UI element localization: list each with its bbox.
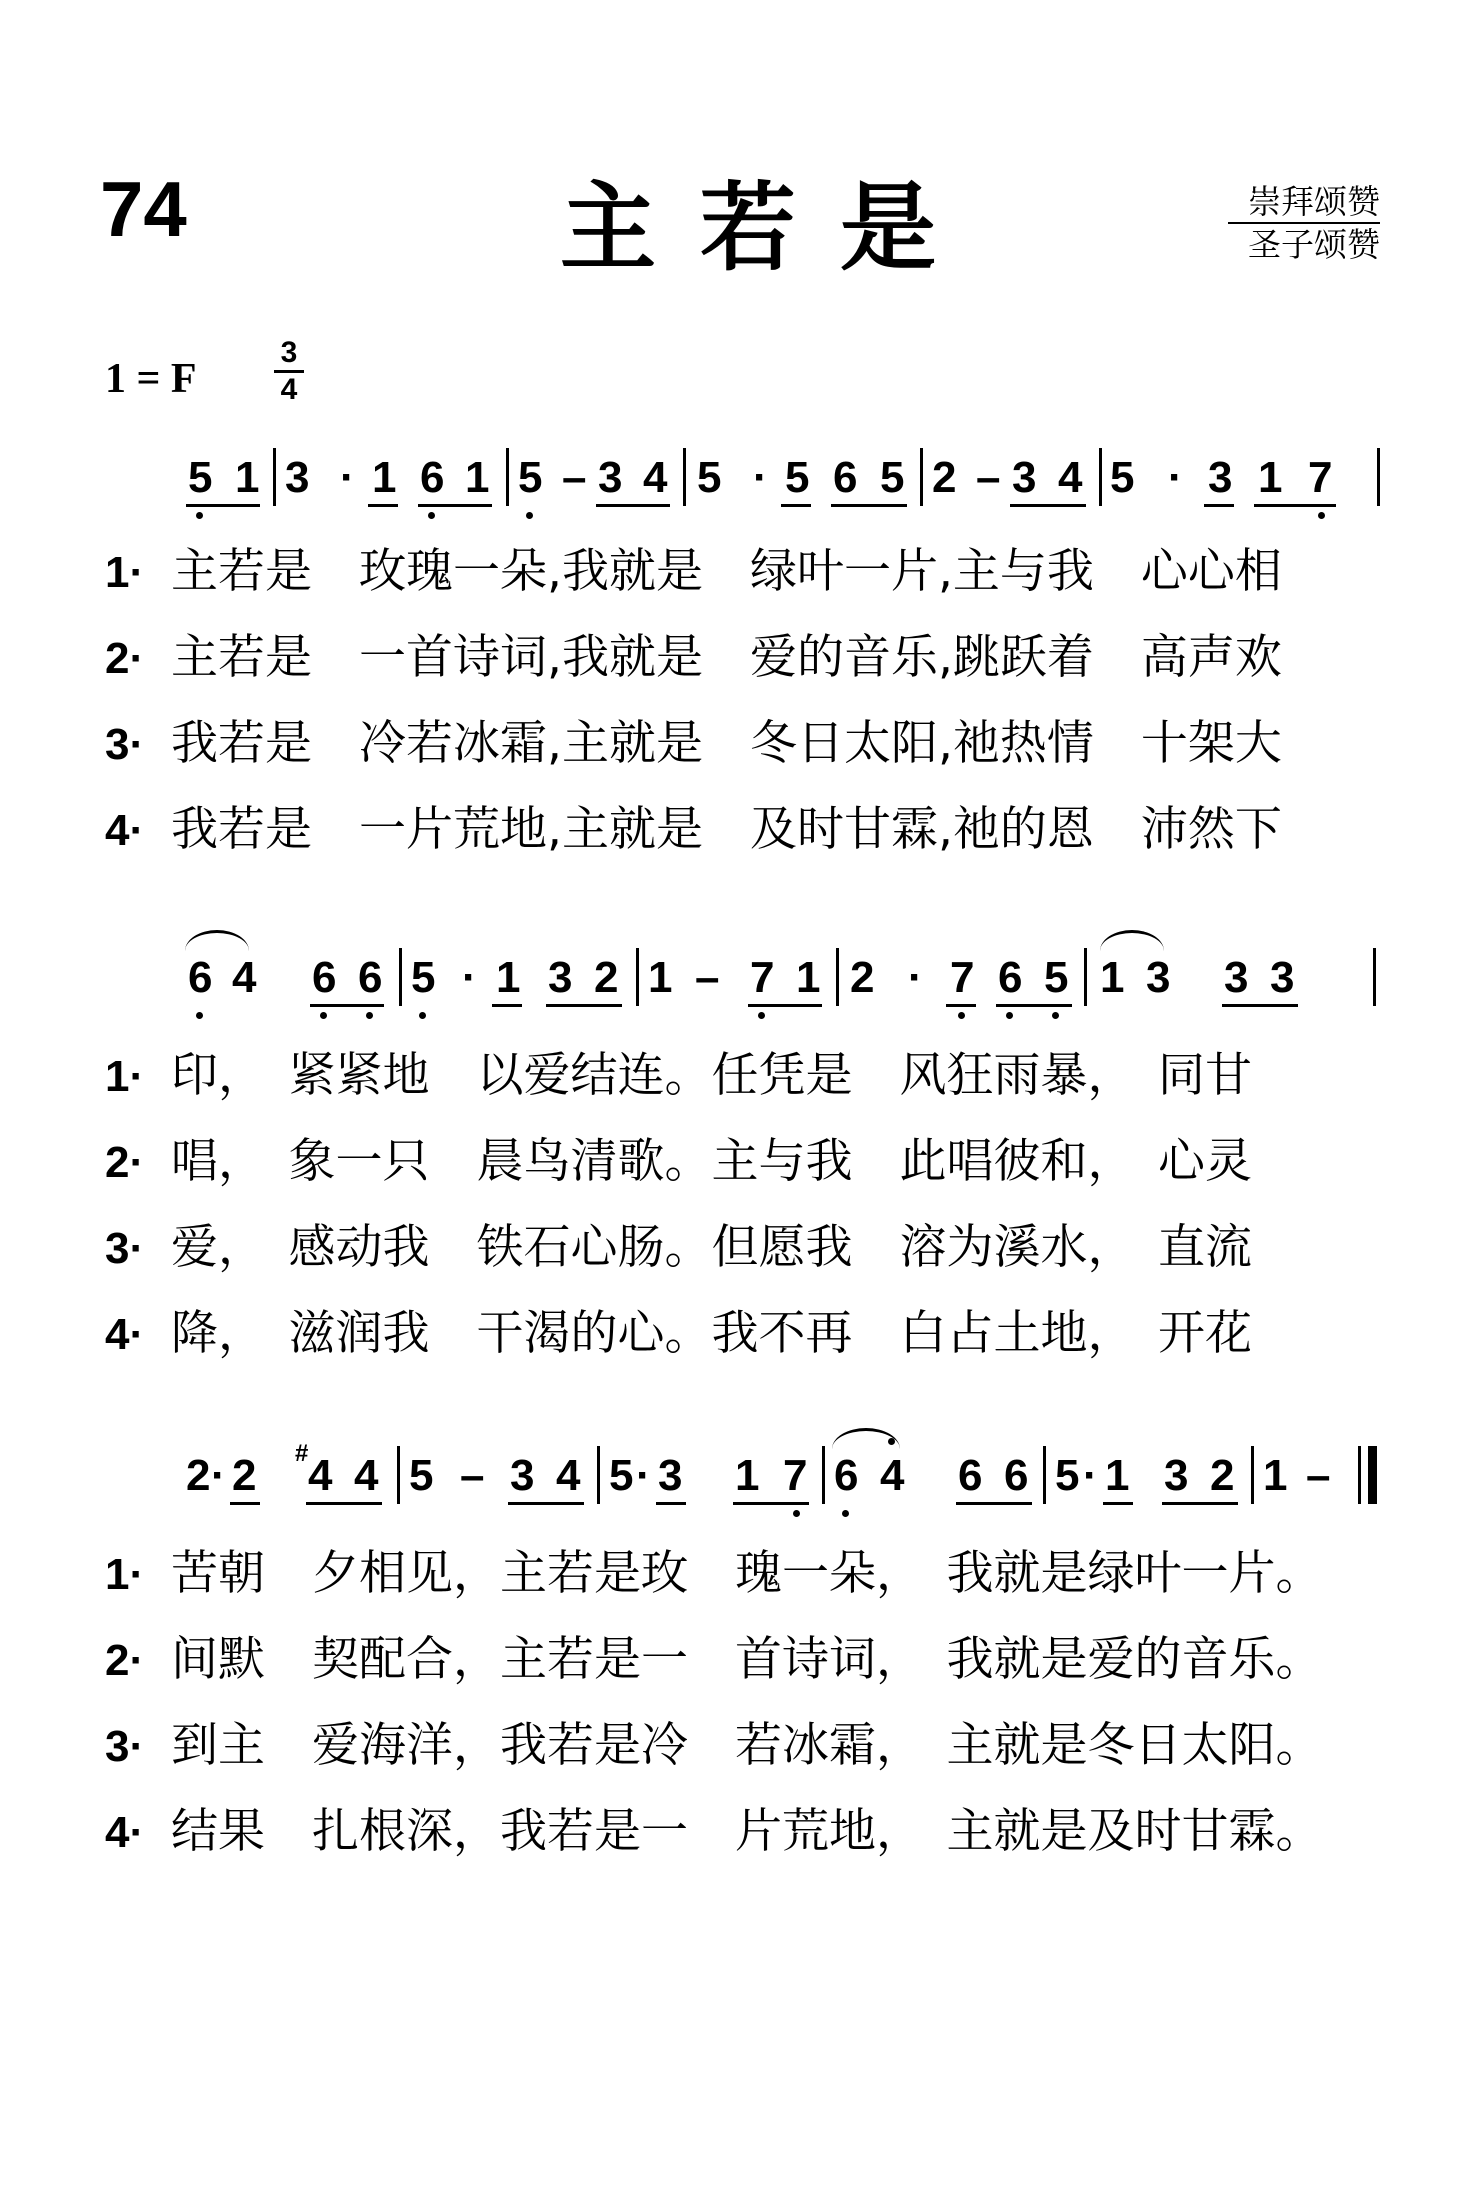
verse-number: 2· <box>105 1138 145 1187</box>
note: 7 <box>1308 453 1333 502</box>
lyric-line-3-verse-1 <box>105 1546 1323 1601</box>
barline <box>920 448 923 506</box>
category-secondary: 圣子颂赞 <box>1248 225 1380 264</box>
barline <box>1099 448 1102 506</box>
verse-number: 3· <box>105 1224 145 1273</box>
verse-number: 1· <box>105 1052 145 1101</box>
underline <box>946 1004 976 1007</box>
verse-number: 4· <box>105 1808 145 1857</box>
note: – <box>976 453 1001 502</box>
note: 5 <box>409 1451 434 1500</box>
notation-line-2 <box>0 938 1477 1018</box>
final-barline-thick <box>1368 1446 1377 1504</box>
note: 2 <box>850 953 875 1002</box>
note: 4 <box>880 1451 905 1500</box>
lyric-text: 主若是 一首诗词,我就是 爱的音乐,跳跃着 高声欢 <box>171 630 1282 685</box>
note: 5 <box>411 953 436 1002</box>
underline <box>492 1004 522 1007</box>
note: · <box>908 953 923 1002</box>
barline <box>636 948 639 1006</box>
octave-dot <box>366 1012 373 1019</box>
underline <box>186 504 260 507</box>
lyric-line-3-verse-2 <box>105 1632 1323 1687</box>
barline <box>1251 1446 1254 1504</box>
octave-dot <box>1006 1012 1013 1019</box>
barline <box>399 948 402 1006</box>
octave-dot <box>842 1510 849 1517</box>
note: 6 <box>188 953 213 1002</box>
note: 1 <box>496 953 521 1002</box>
lyric-text: 主若是 玫瑰一朵,我就是 绿叶一片,主与我 心心相 <box>171 544 1282 599</box>
lyric-text: 我若是 冷若冰霜,主就是 冬日太阳,祂热情 十架大 <box>171 716 1282 771</box>
time-signature-bottom: 4 <box>280 373 298 406</box>
octave-dot <box>958 1012 965 1019</box>
note: 2 <box>1210 1451 1235 1500</box>
underline <box>230 1502 260 1505</box>
note: · <box>462 953 477 1002</box>
note: 3 <box>1224 953 1249 1002</box>
notation-line-3 <box>0 1436 1477 1516</box>
lyric-text: 间默 契配合，主若是一 首诗词， 我就是爱的音乐。 <box>171 1632 1323 1687</box>
note: 1 <box>1105 1451 1130 1500</box>
note: 5 <box>1055 1451 1080 1500</box>
octave-dot <box>419 1012 426 1019</box>
underline <box>831 504 907 507</box>
note: 4 <box>643 453 668 502</box>
note: 3 <box>1270 953 1295 1002</box>
note: 7 <box>950 953 975 1002</box>
underline <box>310 1004 384 1007</box>
note: 5 <box>518 453 543 502</box>
note: 3 <box>1012 453 1037 502</box>
lyric-line-1-verse-3 <box>105 716 1282 771</box>
note: 2 <box>594 953 619 1002</box>
underline <box>368 504 398 507</box>
verse-number: 3· <box>105 720 145 769</box>
note: 5 <box>188 453 213 502</box>
verse-number: 1· <box>105 1550 145 1599</box>
underline <box>656 1502 686 1505</box>
note: 3 <box>1146 953 1171 1002</box>
lyric-text: 印， 紧紧地 以爱结连。任凭是 风狂雨暴， 同甘 <box>171 1048 1252 1103</box>
note: 3 <box>548 953 573 1002</box>
note: 1 <box>1263 1451 1288 1500</box>
note: – <box>562 453 587 502</box>
note: 5 <box>1110 453 1135 502</box>
lyric-text: 降， 滋润我 干渴的心。我不再 白占土地， 开花 <box>171 1306 1252 1361</box>
note: – <box>695 953 720 1002</box>
barline <box>1377 448 1380 506</box>
lyric-line-2-verse-1 <box>105 1048 1252 1103</box>
note: 6 <box>1004 1451 1029 1500</box>
note: 5 <box>1044 953 1069 1002</box>
lyric-line-3-verse-3 <box>105 1718 1323 1773</box>
time-signature-top: 3 <box>280 336 298 369</box>
note: 7 <box>783 1451 808 1500</box>
octave-dot <box>526 512 533 519</box>
category-divider <box>1228 222 1380 224</box>
lyric-line-3-verse-4 <box>105 1804 1323 1859</box>
underline <box>306 1502 382 1505</box>
lyric-line-1-verse-2 <box>105 630 1282 685</box>
sharp-sign: # <box>295 1440 309 1467</box>
note: 7 <box>750 953 775 1002</box>
barline <box>1373 948 1376 1006</box>
lyric-line-1-verse-1 <box>105 544 1282 599</box>
underline <box>508 1502 584 1505</box>
note: 3 <box>1208 453 1233 502</box>
note: 6 <box>998 953 1023 1002</box>
underline <box>596 504 670 507</box>
note: 4 <box>1058 453 1083 502</box>
lyric-text: 苦朝 夕相见，主若是玫 瑰一朵， 我就是绿叶一片。 <box>171 1546 1323 1601</box>
note: 1 <box>235 453 260 502</box>
note: 1 <box>372 453 397 502</box>
underline <box>1010 504 1086 507</box>
note: 4 <box>556 1451 581 1500</box>
barline <box>397 1446 400 1504</box>
note: 6 <box>358 953 383 1002</box>
underline <box>781 504 811 507</box>
fermata-dot <box>888 1438 895 1445</box>
verse-number: 4· <box>105 1310 145 1359</box>
note: 1 <box>735 1451 760 1500</box>
hymn-title: 主若是 <box>560 172 980 284</box>
octave-dot <box>320 1012 327 1019</box>
note: 1 <box>796 953 821 1002</box>
lyric-text: 我若是 一片荒地,主就是 及时甘霖,祂的恩 沛然下 <box>171 802 1282 857</box>
note: 1 <box>465 453 490 502</box>
note: 3 <box>510 1451 535 1500</box>
note: 6 <box>834 1451 859 1500</box>
verse-number: 1· <box>105 548 145 597</box>
note: · <box>340 453 355 502</box>
underline <box>748 1004 822 1007</box>
note: 6 <box>312 953 337 1002</box>
underline <box>1222 1004 1298 1007</box>
note: 4 <box>354 1451 379 1500</box>
note: · <box>636 1451 651 1500</box>
barline <box>506 448 509 506</box>
octave-dot <box>1052 1012 1059 1019</box>
slur <box>1100 930 1164 951</box>
key-signature: 1 = F <box>105 356 197 402</box>
octave-dot <box>793 1510 800 1517</box>
lyric-text: 到主 爱海洋，我若是冷 若冰霜， 主就是冬日太阳。 <box>171 1718 1323 1773</box>
time-signature <box>274 338 304 405</box>
hymn-number: 74 <box>100 165 187 253</box>
note: 3 <box>1164 1451 1189 1500</box>
note: · <box>1168 453 1183 502</box>
underline <box>1254 504 1336 507</box>
lyric-line-2-verse-2 <box>105 1134 1252 1189</box>
note: 5 <box>697 453 722 502</box>
note: 2 <box>186 1451 211 1500</box>
octave-dot <box>428 512 435 519</box>
octave-dot <box>196 512 203 519</box>
slur <box>185 930 249 951</box>
lyric-text: 爱， 感动我 铁石心肠。但愿我 溶为溪水， 直流 <box>171 1220 1252 1275</box>
barline <box>273 448 276 506</box>
lyric-line-1-verse-4 <box>105 802 1282 857</box>
note: 2 <box>232 1451 257 1500</box>
note: 6 <box>833 453 858 502</box>
notation-line-1 <box>0 448 1477 528</box>
note: 6 <box>420 453 445 502</box>
note: – <box>460 1451 485 1500</box>
note: 5 <box>880 453 905 502</box>
lyric-line-2-verse-4 <box>105 1306 1252 1361</box>
note: 5 <box>609 1451 634 1500</box>
barline <box>1084 948 1087 1006</box>
underline <box>996 1004 1072 1007</box>
note: 3 <box>598 453 623 502</box>
octave-dot <box>758 1012 765 1019</box>
underline <box>1103 1502 1133 1505</box>
note: – <box>1306 1451 1331 1500</box>
lyric-text: 结果 扎根深，我若是一 片荒地， 主就是及时甘霖。 <box>171 1804 1323 1859</box>
underline <box>733 1502 809 1505</box>
note: 5 <box>785 453 810 502</box>
note: 2 <box>932 453 957 502</box>
octave-dot <box>196 1012 203 1019</box>
note: 1 <box>1100 953 1125 1002</box>
underline <box>1162 1502 1238 1505</box>
note: 1 <box>1258 453 1283 502</box>
category-primary: 崇拜颂赞 <box>1248 182 1380 221</box>
barline <box>683 448 686 506</box>
lyric-line-2-verse-3 <box>105 1220 1252 1275</box>
underline <box>546 1004 622 1007</box>
note: 3 <box>285 453 310 502</box>
underline <box>956 1502 1032 1505</box>
note: · <box>1083 1451 1098 1500</box>
verse-number: 2· <box>105 634 145 683</box>
note: 6 <box>958 1451 983 1500</box>
note: · <box>753 453 768 502</box>
octave-dot <box>1318 512 1325 519</box>
note: · <box>211 1451 226 1500</box>
barline <box>1043 1446 1046 1504</box>
underline <box>418 504 492 507</box>
note: 4 <box>308 1451 333 1500</box>
note: 1 <box>648 953 673 1002</box>
note: 4 <box>232 953 257 1002</box>
final-barline-thin <box>1358 1446 1361 1504</box>
barline <box>597 1446 600 1504</box>
lyric-text: 唱， 象一只 晨鸟清歌。主与我 此唱彼和， 心灵 <box>171 1134 1252 1189</box>
verse-number: 3· <box>105 1722 145 1771</box>
underline <box>1204 504 1234 507</box>
verse-number: 2· <box>105 1636 145 1685</box>
barline <box>822 1446 825 1504</box>
barline <box>836 948 839 1006</box>
verse-number: 4· <box>105 806 145 855</box>
note: 3 <box>658 1451 683 1500</box>
